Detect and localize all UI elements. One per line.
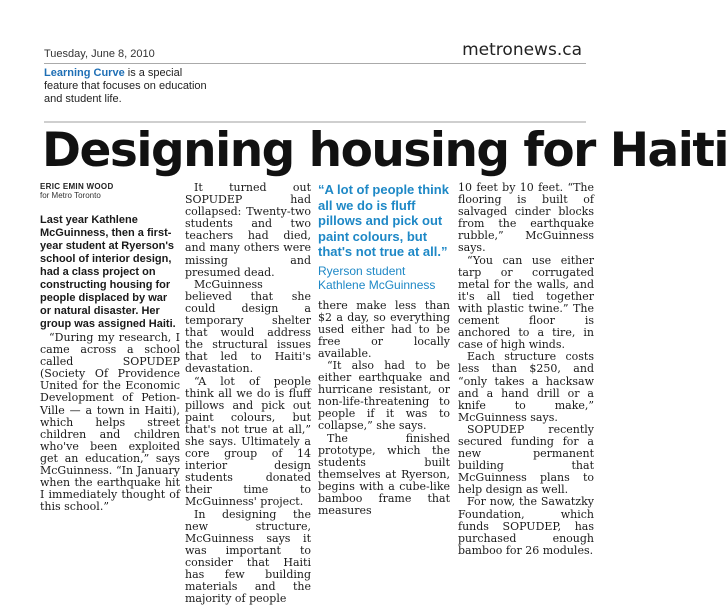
paragraph: For now, the Sawatzky Foundation, which funds SOPUDEP, has purchased enough bamboo for 26 modules. [458,495,594,557]
paragraph: SOPUDEP recently secured funding for a new permanent building that McGuinness plans to help design as well. [458,422,594,497]
headline: Designing housing for Haiti [42,123,728,178]
article-column-3 [318,182,450,517]
section-kicker: Learning Curve [44,67,125,79]
lead-paragraph: Last year Kathlene McGuinness, then a first-year student at Ryerson's school of interior design, had a class project on constructing housing for people displaced by war or natural disaster. Her group was assigned Haiti. [40,214,176,330]
article-column-4 [458,182,594,557]
header-rule [44,63,586,64]
paragraph: McGuinness believed that she could design a temporary shelter that would address the structural issues that led to Haiti's devastation. [185,277,311,376]
publication-date: Tuesday, June 8, 2010 [44,48,155,60]
byline-affiliation: for Metro Toronto [40,191,101,200]
article-column-1 [40,182,180,513]
paragraph: Each structure costs less than $250, and “only takes a hacksaw and a hand drill or a knife to make,” McGuinness says. [458,350,594,424]
paragraph: there make less than $2 a day, so everything used either had to be free or locally available. [318,298,450,360]
byline: ERIC EMIN WOOD [40,182,114,191]
paragraph: 10 feet by 10 feet. “The flooring is built of salvaged cinder blocks from the earthquake rubble,” McGuinness says. [458,181,594,255]
paragraph: “A lot of people think all we do is fluff pillows and pick out paint colours, but that's not true at all,” she says. Ultimately a core group of 14 interior design students donated their time to McGuinness' project. [185,374,311,509]
section-intro-text: is a special feature that focuses on education and student life. [44,67,207,105]
paragraph: In designing the new structure, McGuinness says it was important to consider that Haiti has few building materials and the majority of people [185,507,311,605]
paragraph: “You can use either tarp or corrugated metal for the walls, and it's all tied together with plastic twine.” The cement floor is anchored to a tire, in case of high winds. [458,253,594,352]
site-name: metronews.ca [462,40,582,60]
paragraph: “It also had to be either earthquake and hurricane resistant, or non-life-threatening to people if it was to collapse,” she says. [318,358,450,433]
pull-quote: “A lot of people think all we do is fluff pillows and pick out paint colours, but that's not true at all.” [318,182,449,259]
paragraph: The finished prototype, which the students built themselves at Ryerson, begins with a cube-like bamboo frame that measures [318,431,450,518]
paragraph: It turned out SOPUDEP had collapsed: Twenty-two students and two teachers had died, and many others were missing and presumed dead. [185,181,311,279]
section-intro [44,67,214,106]
article-column-2 [185,182,311,605]
paragraph: “During my research, I came across a school called SOPUDEP (Society Of Providence United for the Economic Development of Petion-Ville — a town in Haiti), which helps street children and children who've been exploited get an education,” says McGuinness. “In January when the earthquake hit I immediately thought of this school.” [40,331,180,514]
pull-quote-attribution: Ryerson student Kathlene McGuinness [318,263,436,292]
